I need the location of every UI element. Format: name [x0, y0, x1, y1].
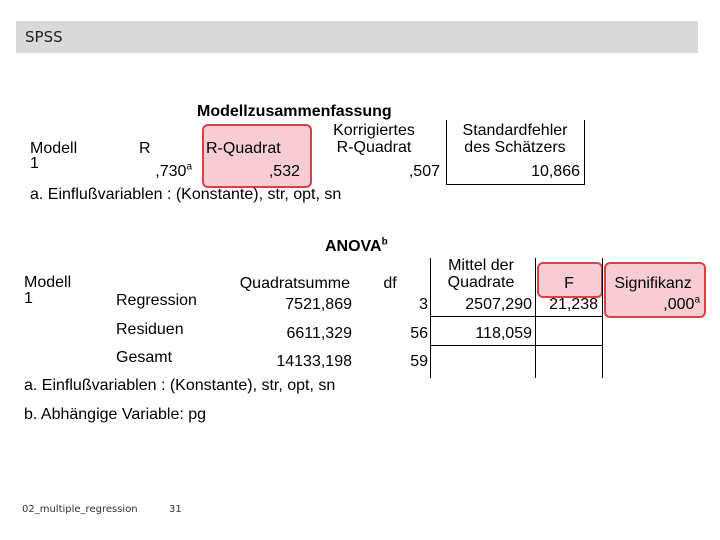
anova-f-cell: 21,238: [549, 296, 598, 313]
anova-note-b: b. Abhängige Variable: pg: [24, 406, 207, 423]
model-summary-title: Modellzusammenfassung: [197, 103, 392, 120]
header-adjusted-r-squared: Korrigiertes R-Quadrat: [333, 122, 415, 156]
header-modell: Modell: [30, 140, 78, 157]
anova-divider-df-right: [430, 258, 431, 378]
anova-rule-1: [430, 316, 603, 317]
anova-df-cell: 59: [410, 353, 428, 370]
header-f: F: [564, 275, 574, 292]
page-number: 31: [169, 504, 182, 515]
anova-header-modell: Modell: [24, 274, 72, 291]
footnote-b-marker: b: [381, 236, 388, 248]
title-bar: [16, 21, 698, 53]
header-standard-error: Standardfehler des Schätzers: [462, 122, 568, 156]
value-r-squared: ,532: [268, 163, 300, 180]
anova-divider-f-right: [602, 258, 603, 378]
anova-divider-ms-right: [535, 258, 536, 378]
value-standard-error: 10,866: [531, 163, 580, 180]
app-title: SPSS: [25, 28, 63, 46]
row-modell-1: 1: [30, 155, 39, 172]
anova-ss-cell: 6611,329: [286, 325, 352, 342]
header-r-squared: R-Quadrat: [206, 140, 281, 157]
header-significance: Signifikanz: [614, 275, 692, 292]
anova-df-cell: 56: [410, 325, 428, 342]
anova-rule-2: [430, 345, 603, 346]
summary-divider-1: [446, 120, 447, 184]
anova-title: ANOVA$^b$: [325, 236, 388, 255]
header-mittel-der-quadrate: Mittel der Quadrate: [447, 257, 515, 291]
anova-row-label: Regression: [116, 292, 197, 309]
value-adjusted-r-squared: ,507: [408, 163, 440, 180]
anova-sig-cell: ,000$^a$: [663, 294, 700, 313]
anova-note-a: a. Einflußvariablen : (Konstante), str, opt, sn: [24, 377, 336, 394]
footer-filename: 02_multiple_regression: [22, 504, 138, 515]
summary-note-a: a. Einflußvariablen : (Konstante), str, opt, sn: [30, 186, 342, 203]
header-r: R: [139, 140, 151, 157]
anova-ss-cell: 14133,198: [276, 353, 352, 370]
summary-bottom-rule: [446, 184, 585, 185]
header-df: df: [383, 275, 397, 292]
anova-row-label: Residuen: [116, 321, 184, 338]
anova-row-modell-1: 1: [24, 290, 33, 307]
header-quadratsumme: Quadratsumme: [239, 275, 350, 292]
anova-ms-cell: 118,059: [475, 325, 532, 342]
anova-ms-cell: 2507,290: [465, 296, 532, 313]
anova-df-cell: 3: [419, 296, 428, 313]
anova-row-label: Gesamt: [116, 349, 173, 366]
anova-ss-cell: 7521,869: [285, 296, 352, 313]
value-r: ,730$^a$: [155, 161, 192, 180]
summary-divider-2: [584, 120, 585, 184]
footnote-a-marker: a: [186, 161, 192, 173]
